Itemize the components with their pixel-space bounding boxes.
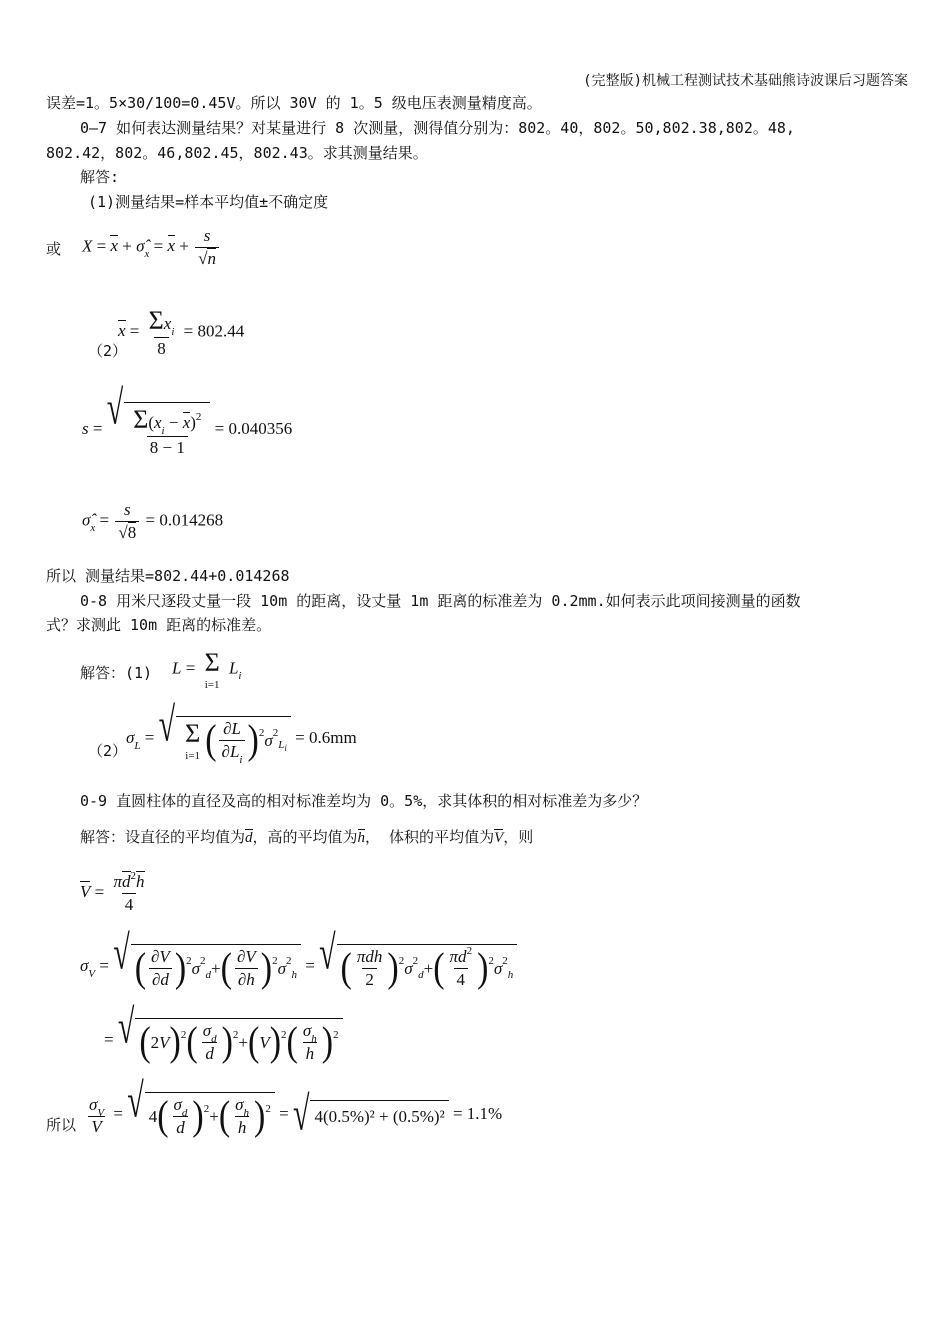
formula-volume: V = $\frac{\pi d^2h}{4}$	[80, 870, 145, 914]
or-label: 或	[46, 240, 62, 258]
answer-0-8-part-2-label: （2）	[88, 742, 128, 760]
answer-label-0-7: 解答:	[80, 168, 120, 186]
answer-0-7-part-1: (1)测量结果=样本平均值±不确定度	[88, 193, 329, 211]
answer-0-8-part-1-label: 解答：(1)	[80, 664, 153, 682]
question-0-8-line-2: 式？求测此 10m 距离的标准差。	[46, 616, 272, 634]
conclusion-0-7: 所以 测量结果=802.44+0.014268	[46, 567, 290, 585]
formula-sigma-volume-simplified: = √ ( 2 V ) 2 ( $\frac{\sigma_d}{d}$ ) 2 + ( V ) 2 ( $\frac{\sigma_h}{h}$ ) 2	[104, 1018, 343, 1064]
formula-sum-length: L = Σ i=1 $L_i$	[172, 648, 242, 691]
formula-relative-sigma-volume: $\frac{\sigma_V}{V}$ = √ 4 ( $\frac{\sigma_d}{d}$ ) 2 + ( $\frac{\sigma_h}{h}$ ) 2 = √ 4(0.5%)² + (0.5%)² = 1.1%	[89, 1075, 503, 1141]
formula-standard-deviation: s = √ $\frac{\Sigma(x_i - x)^2}{8 - 1}$ = 0.040356	[82, 382, 293, 457]
question-0-7-line-1: 0—7 如何表达测量结果？对某量进行 8 次测量，测得值分别为：802。40，802。50,802.38,802。48,	[80, 119, 795, 137]
formula-sample-mean: x = $\frac{\Sigma x_i}{8}$ = 802.44	[118, 306, 245, 358]
formula-measurement-result: $X = x + \sigmâ_x = x$ + $\frac{s}{√n}$	[82, 226, 221, 269]
conclusion-0-9-label: 所以	[46, 1116, 77, 1134]
answer-0-9-intro: 解答：设直径的平均值为d，高的平均值为h， 体积的平均值为V，则	[80, 828, 534, 846]
formula-sigma-length: $\sigma_L$ = √ Σ i=1 ( $\frac{\partial L}{\partial L_i}$ ) 2 σ 2 $L_i$ = 0.6mm	[126, 699, 357, 766]
formula-sigma-volume: $\sigma_V$ = √ ( $\frac{\partial V}{\partial d}$ ) 2 σ 2 d + ( $\frac{\partial V}{\partial h}$ ) 2 σ 2 h = √ ( $\frac{\text{πdh}}{2}$ ) 2 σ 2 d + ( $\frac{\pi d^2}{4}$ ) 2 σ 2 h	[80, 944, 517, 990]
part-2-label: （2）	[88, 342, 128, 360]
question-0-7-line-2: 802.42，802。46,802.45，802.43。求其测量结果。	[46, 144, 428, 162]
question-0-8-line-1: 0-8 用米尺逐段丈量一段 10m 的距离，设丈量 1m 距离的标准差为 0.2mm.如何表示此项间接测量的函数	[80, 592, 801, 610]
running-header: (完整版)机械工程测试技术基础熊诗波课后习题答案	[583, 73, 908, 89]
formula-sigma-hat: $\sigmâ_x$ = $\frac{s}{√8}$ = 0.014268	[82, 500, 224, 542]
text-line-1: 误差=1。5×30/100=0.45V。所以 30V 的 1。5 级电压表测量精度高。	[46, 94, 542, 112]
question-0-9: 0-9 直圆柱体的直径及高的相对标准差均为 0。5%，求其体积的相对标准差为多少？	[80, 792, 648, 810]
